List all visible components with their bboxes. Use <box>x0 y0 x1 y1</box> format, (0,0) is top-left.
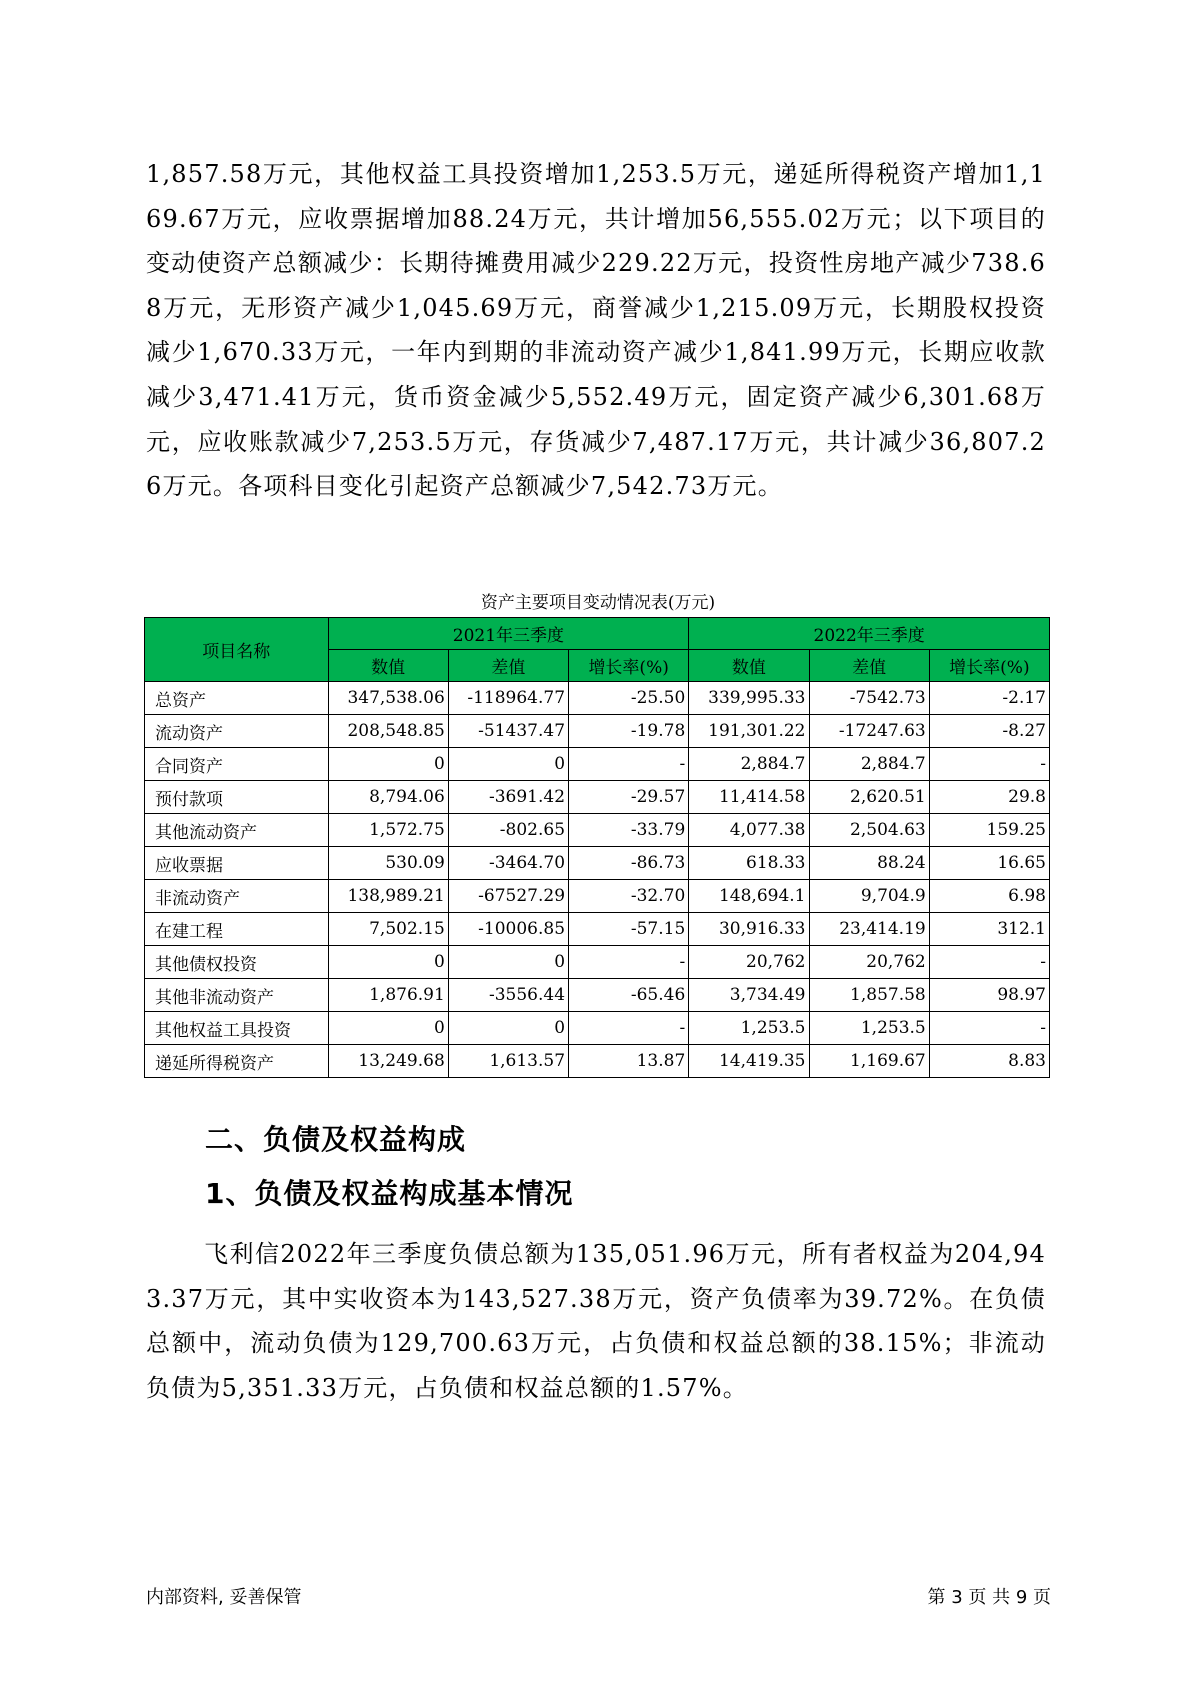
asset-change-table <box>144 617 1050 1078</box>
diff-2021-cell: 0 <box>448 946 568 979</box>
diff-2021-cell: -3691.42 <box>448 781 568 814</box>
item-name-cell: 在建工程 <box>145 913 329 946</box>
table-body <box>145 682 1050 1078</box>
table-row <box>145 748 1050 781</box>
value-2022-cell: 339,995.33 <box>689 682 809 715</box>
table-row <box>145 814 1050 847</box>
value-2022-cell: 14,419.35 <box>689 1045 809 1078</box>
growth-2022-cell: - <box>929 946 1049 979</box>
item-name-cell: 其他权益工具投资 <box>145 1012 329 1045</box>
value-2022-cell: 191,301.22 <box>689 715 809 748</box>
growth-2022-cell: 29.8 <box>929 781 1049 814</box>
growth-2021-cell: -33.79 <box>569 814 689 847</box>
footer-confidential-note: 内部资料, 妥善保管 <box>146 1587 302 1608</box>
value-2022-cell: 618.33 <box>689 847 809 880</box>
subheader-value-2022: 数值 <box>689 650 809 682</box>
diff-2021-cell: -3464.70 <box>448 847 568 880</box>
table-row <box>145 946 1050 979</box>
item-name-cell: 非流动资产 <box>145 880 329 913</box>
value-2022-cell: 3,734.49 <box>689 979 809 1012</box>
table-row <box>145 847 1050 880</box>
growth-2021-cell: 13.87 <box>569 1045 689 1078</box>
subsection-heading-basic-situation: 1、负债及权益构成基本情况 <box>205 1177 574 1210</box>
diff-2022-cell: 2,504.63 <box>809 814 929 847</box>
diff-2022-cell: 2,884.7 <box>809 748 929 781</box>
growth-2022-cell: 16.65 <box>929 847 1049 880</box>
diff-2022-cell: 9,704.9 <box>809 880 929 913</box>
table-row <box>145 1045 1050 1078</box>
value-2022-cell: 148,694.1 <box>689 880 809 913</box>
column-header-period-2021: 2021年三季度 <box>328 618 689 650</box>
diff-2021-cell: 0 <box>448 748 568 781</box>
subheader-growth-2022: 增长率(%) <box>929 650 1049 682</box>
item-name-cell: 其他非流动资产 <box>145 979 329 1012</box>
value-2021-cell: 0 <box>328 748 448 781</box>
growth-2022-cell: - <box>929 1012 1049 1045</box>
table-row <box>145 1012 1050 1045</box>
diff-2021-cell: 0 <box>448 1012 568 1045</box>
growth-2021-cell: -29.57 <box>569 781 689 814</box>
value-2022-cell: 30,916.33 <box>689 913 809 946</box>
subheader-value-2021: 数值 <box>328 650 448 682</box>
growth-2021-cell: - <box>569 946 689 979</box>
diff-2022-cell: 1,857.58 <box>809 979 929 1012</box>
diff-2021-cell: -51437.47 <box>448 715 568 748</box>
diff-2022-cell: 1,253.5 <box>809 1012 929 1045</box>
table-caption: 资产主要项目变动情况表(万元) <box>480 593 716 613</box>
value-2021-cell: 138,989.21 <box>328 880 448 913</box>
diff-2021-cell: -67527.29 <box>448 880 568 913</box>
growth-2021-cell: -25.50 <box>569 682 689 715</box>
growth-2022-cell: 98.97 <box>929 979 1049 1012</box>
growth-2022-cell: - <box>929 748 1049 781</box>
growth-2022-cell: 312.1 <box>929 913 1049 946</box>
value-2021-cell: 208,548.85 <box>328 715 448 748</box>
diff-2022-cell: 23,414.19 <box>809 913 929 946</box>
value-2022-cell: 2,884.7 <box>689 748 809 781</box>
value-2021-cell: 530.09 <box>328 847 448 880</box>
growth-2022-cell: -8.27 <box>929 715 1049 748</box>
value-2021-cell: 0 <box>328 946 448 979</box>
growth-2022-cell: 6.98 <box>929 880 1049 913</box>
subheader-diff-2021: 差值 <box>448 650 568 682</box>
growth-2021-cell: - <box>569 748 689 781</box>
value-2021-cell: 347,538.06 <box>328 682 448 715</box>
value-2022-cell: 4,077.38 <box>689 814 809 847</box>
value-2021-cell: 7,502.15 <box>328 913 448 946</box>
growth-2021-cell: -65.46 <box>569 979 689 1012</box>
value-2021-cell: 1,876.91 <box>328 979 448 1012</box>
growth-2022-cell: 159.25 <box>929 814 1049 847</box>
item-name-cell: 其他债权投资 <box>145 946 329 979</box>
body-paragraph-liabilities: 飞利信2022年三季度负债总额为135,051.96万元，所有者权益为204,943.37万元，其中实收资本为143,527.38万元，资产负债率为39.72%。在负债总额中，流动负债为129,700.63万元，占负债和权益总额的38.15%；非流动负债为5,351.33万元，占负债和权益总额的1.57%。 <box>146 1240 1046 1402</box>
diff-2022-cell: 88.24 <box>809 847 929 880</box>
table-row <box>145 913 1050 946</box>
section-heading-liabilities-equity: 二、负债及权益构成 <box>205 1123 467 1156</box>
diff-2021-cell: -10006.85 <box>448 913 568 946</box>
item-name-cell: 总资产 <box>145 682 329 715</box>
subheader-growth-2021: 增长率(%) <box>569 650 689 682</box>
subheader-diff-2022: 差值 <box>809 650 929 682</box>
diff-2021-cell: 1,613.57 <box>448 1045 568 1078</box>
diff-2022-cell: 2,620.51 <box>809 781 929 814</box>
body-paragraph-assets-change: 1,857.58万元，其他权益工具投资增加1,253.5万元，递延所得税资产增加1,169.67万元，应收票据增加88.24万元，共计增加56,555.02万元；以下项目的变动使资产总额减少：长期待摊费用减少229.22万元，投资性房地产减少738.68万元，无形资产减少1,045.69万元，商誉减少1,215.09万元，长期股权投资减少1,670.33万元，一年内到期的非流动资产减少1,841.99万元，长期应收款减少3,471.41万元，货币资金减少5,552.49万元，固定资产减少6,301.68万元，应收账款减少7,253.5万元，存货减少7,487.17万元，共计减少36,807.26万元。各项科目变化引起资产总额减少7,542.73万元。 <box>146 160 1046 501</box>
diff-2022-cell: 1,169.67 <box>809 1045 929 1078</box>
diff-2021-cell: -118964.77 <box>448 682 568 715</box>
growth-2021-cell: -57.15 <box>569 913 689 946</box>
growth-2021-cell: - <box>569 1012 689 1045</box>
table-row <box>145 781 1050 814</box>
table-row <box>145 979 1050 1012</box>
item-name-cell: 应收票据 <box>145 847 329 880</box>
item-name-cell: 合同资产 <box>145 748 329 781</box>
growth-2021-cell: -19.78 <box>569 715 689 748</box>
footer-page-number: 第 3 页 共 9 页 <box>927 1587 1051 1608</box>
value-2021-cell: 13,249.68 <box>328 1045 448 1078</box>
growth-2021-cell: -32.70 <box>569 880 689 913</box>
table-row <box>145 682 1050 715</box>
value-2021-cell: 0 <box>328 1012 448 1045</box>
column-header-period-2022: 2022年三季度 <box>689 618 1050 650</box>
item-name-cell: 其他流动资产 <box>145 814 329 847</box>
item-name-cell: 递延所得税资产 <box>145 1045 329 1078</box>
value-2021-cell: 8,794.06 <box>328 781 448 814</box>
diff-2021-cell: -3556.44 <box>448 979 568 1012</box>
item-name-cell: 预付款项 <box>145 781 329 814</box>
diff-2022-cell: -7542.73 <box>809 682 929 715</box>
growth-2022-cell: 8.83 <box>929 1045 1049 1078</box>
value-2021-cell: 1,572.75 <box>328 814 448 847</box>
growth-2021-cell: -86.73 <box>569 847 689 880</box>
value-2022-cell: 11,414.58 <box>689 781 809 814</box>
item-name-cell: 流动资产 <box>145 715 329 748</box>
diff-2022-cell: -17247.63 <box>809 715 929 748</box>
column-header-item-name: 项目名称 <box>145 618 329 682</box>
table-row <box>145 715 1050 748</box>
value-2022-cell: 1,253.5 <box>689 1012 809 1045</box>
table-row <box>145 880 1050 913</box>
growth-2022-cell: -2.17 <box>929 682 1049 715</box>
diff-2021-cell: -802.65 <box>448 814 568 847</box>
diff-2022-cell: 20,762 <box>809 946 929 979</box>
value-2022-cell: 20,762 <box>689 946 809 979</box>
